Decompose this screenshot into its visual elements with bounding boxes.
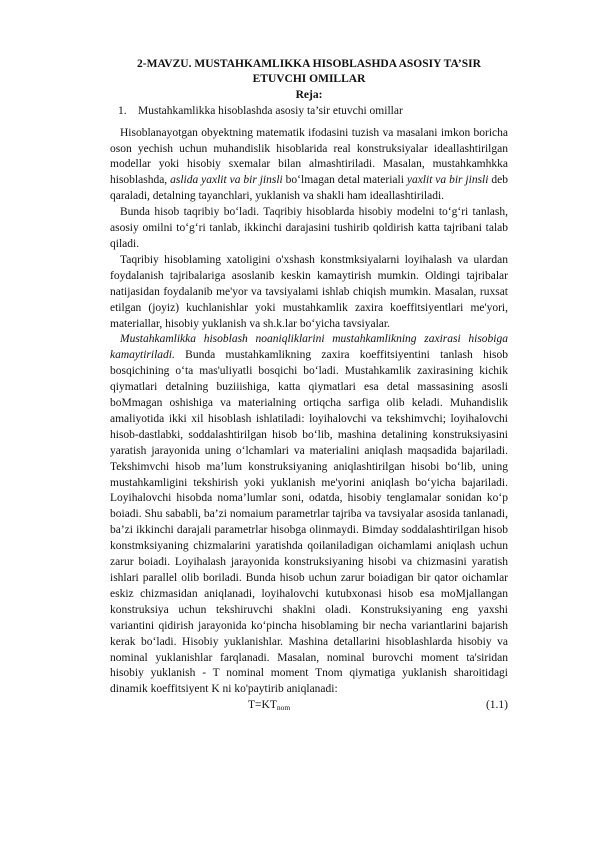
paragraph-1-text-c: deb qaraladi, detalning tayanchlari, yuklanish va shakli ham ideallashtiriladi.	[110, 174, 508, 203]
formula	[248, 698, 290, 716]
formula-subscript: nom	[276, 703, 291, 713]
plan-item-number: 1.	[118, 104, 127, 117]
paragraph-4-text: Bunda mustahkamlikning zaxira koeffitsiyentini tanlash hisob bosqichining o‘ta mas'uliyatli bosqichi bo‘ladi. Mustahkamlik zaxirasining kichik qiymatlari detalning buziiishiga, katta qiymatlari esa detal massasining asosli boMmagan oshishiga va materialning ortiqcha sarfiga olib keladi. Muhandislik amaliyotida ikki xil hisoblash ishlatiladi: loyihalovchi va tekshimvchi; loyihalovchi hisob-dastlabki, soddalashtirilgan hisob bo‘lib, mashina detalining konstruksiyasini yaratish jarayonida uning o‘lchamlari va materialini aniqlash maqsadida bajariladi. Tekshimvchi hisob ma’lum konstruksiyaning aniqlashtirilgan hisobi bo‘lib, uning mustahkamligini tekshirish yoki yuklanish me'yorini aniqlash bo‘yicha bajariladi. Loyihalovchi hisobda noma’lumlar soni, odatda, hisobiy tenglamalar sonidan ko‘p boiadi. Shu sababli, ba’zi nomaium parametrlar tajriba va tavsiyalar asosida tanlanadi, ba’zi ikkinchi darajali parametrlar hisobga olinmaydi. Bimday soddalashtirilgan hisob konstmksiyaning chizmalarini yaratishda qoilaniladigan oichamlami aniqlash uchun zarur boiadi. Loyihalash jarayonida konstruksiyaning hisobi va chizmasini yaratish ishlari parallel olib boriladi. Bunda hisob uchun zarur boiadigan bir qator oichamlar eskiz chizmasidan aniqlanadi, loyihalovchi kutubxonasi hisob esa moMjallangan konstruksiya uchun tekshiruvchi shaklni oladi. Konstruksiyaning eng yaxshi variantini qidirish jarayonida ko‘pincha hisoblaming bir necha variantlarini bajarish kerak bo‘ladi. Hisobiy yuklanishlar. Mashina detallarini hisoblashlarda hisobiy va nominal yuklanishlar farqlanadi. Masalan, nominal burovchi moment ta'siridan hisobiy yuklanish - T nominal moment Tnom qiymatiga yuklanish sharoitidagi dinamik koeffitsiyent K ni ko'paytirib aniqlanadi:	[110, 349, 508, 696]
paragraph-4	[110, 332, 508, 698]
title-line-1: 2-MAVZU. MUSTAHKAMLIKKA HISOBLASHDA ASOSIY TA’SIR	[137, 58, 481, 70]
paragraph-1-italic-a: aslida yaxlit va bir jinsli	[170, 174, 283, 187]
page-title	[110, 57, 508, 88]
formula-row	[110, 698, 508, 714]
title-line-2: ETUVCHI OMILLAR	[252, 73, 366, 86]
formula-main: T=KT	[248, 699, 277, 712]
equation-number: (1.1)	[485, 699, 508, 712]
paragraph-4-italic: Mustahkamlikka hisoblash noaniqliklarini mustahkamlikning zaxirasi hisobiga kamaytiriladi.	[110, 333, 508, 362]
paragraph-2: Bunda hisob taqribiy bo‘ladi. Taqribiy hisoblarda hisobiy modelni to‘g‘ri tanlash, asosiy omilni to‘g‘ri tanlab, ikkinchi darajasini tushirib qoldirish katta tajribani talab qiladi.	[110, 206, 508, 250]
paragraph-1-text-b: bo‘lmagan detal materiali	[282, 174, 407, 187]
paragraph-1	[110, 126, 508, 206]
paragraph-1-text-a: Hisoblanayotgan obyektning matematik ifodasini tuzish va masalani imkon boricha oson yechish uchun muhandislik hisoblarida real konstruksiyalar ideallashtirilgan modellar yoki hisobiy sxemalar bilan almashtiriladi. Masalan, mustahkamhkka hisoblashda,	[110, 126, 508, 187]
paragraph-3: Taqribiy hisoblaming xatoligini o'xshash konstmksiyalarni loyihalash va ulardan foydalanish tajribalariga asoslanib keskin kamaytirish mumkin. Oldingi tajribalar natijasidan foydalanib me'yor va tavsiyalami ishlab chiqish mumkin. Masalan, ruxsat etilgan (joyiz) kuchlanishlar yoki mustahkamlik zaxira koeffitsiyentlari me'yori, materiallar, hisobiy yuklanish va sh.k.lar bo‘yicha tavsiyalar.	[110, 253, 508, 330]
plan-heading: Reja:	[295, 88, 323, 101]
paragraph-1-italic-b: yaxlit va bir jinsli	[406, 174, 489, 187]
plan-item-text: Mustahkamlikka hisoblashda asosiy ta’sir etuvchi omillar	[138, 104, 403, 117]
plan-item	[110, 104, 508, 120]
